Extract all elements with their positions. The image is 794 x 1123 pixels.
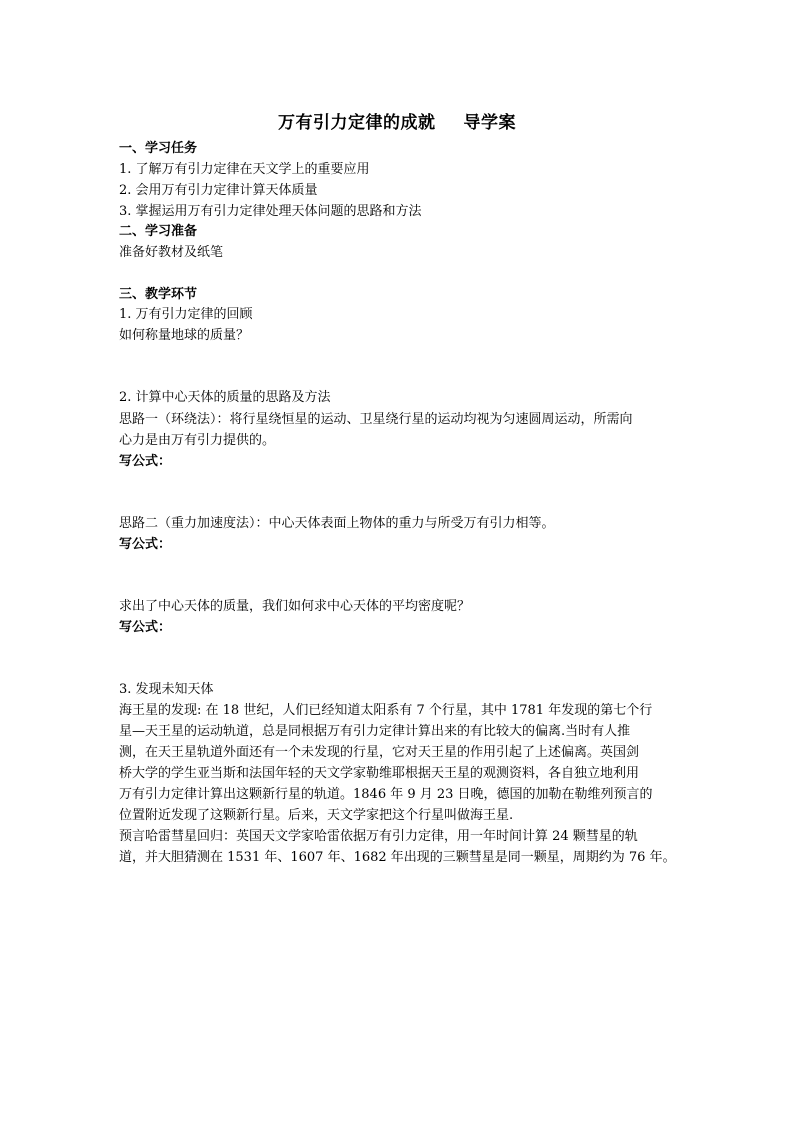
part1-title: 1. 万有引力定律的回顾: [119, 307, 253, 322]
idea1-line-1: 思路一（环绕法）：将行星绕恒星的运动、卫星绕行星的运动均视为匀速圆周运动，所需向: [119, 412, 633, 427]
write-formula-2: 写公式：: [119, 537, 172, 552]
document-title: [0, 108, 794, 133]
write-formula-1: 写公式：: [119, 454, 172, 469]
title-sub: 导学案: [463, 113, 516, 133]
section2-heading: 二、学习准备: [119, 224, 198, 239]
write-formula-3: 写公式：: [119, 620, 172, 635]
neptune-line-5: 万有引力定律计算出这颗新行星的轨道。1846 年 9 月 23 日晚，德国的加勒在勒维列预言的: [119, 787, 653, 802]
neptune-line-1: 海王星的发现: 在 18 世纪，人们已经知道太阳系有 7 个行星，其中 1781 年发现的第七个行: [119, 703, 653, 718]
part1-question: 如何称量地球的质量？: [119, 328, 250, 343]
preparation-text: 准备好教材及纸笔: [119, 245, 224, 260]
title-main: 万有引力定律的成就: [278, 113, 436, 133]
idea2-text: 思路二（重力加速度法）：中心天体表面上物体的重力与所受万有引力相等。: [119, 516, 555, 531]
task-item-3: 3. 掌握运用万有引力定律处理天体问题的思路和方法: [119, 204, 422, 219]
part3-title: 3. 发现未知天体: [119, 682, 214, 697]
density-question: 求出了中心天体的质量，我们如何求中心天体的平均密度呢？: [119, 599, 471, 614]
halley-line-1: 预言哈雷彗星回归：英国天文学家哈雷依据万有引力定律，用一年时间计算 24 颗彗星的轨: [119, 829, 638, 844]
section3-heading: 三、教学环节: [119, 287, 198, 302]
section1-heading: 一、学习任务: [119, 141, 198, 156]
idea1-line-2: 心力是由万有引力提供的。: [119, 433, 276, 448]
neptune-line-6: 位置附近发现了这颗新行星。后来，天文学家把这个行星叫做海王星.: [119, 808, 514, 823]
task-item-2: 2. 会用万有引力定律计算天体质量: [119, 183, 318, 198]
part2-title: 2. 计算中心天体的质量的思路及方法: [119, 390, 331, 405]
halley-line-2: 道，并大胆猜测在 1531 年、1607 年、1682 年出现的三颗彗星是同一颗星，周期约为 76 年。: [119, 850, 676, 865]
neptune-line-3: 测，在天王星轨道外面还有一个未发现的行星，它对天王星的作用引起了上述偏离。英国剑: [119, 745, 640, 760]
neptune-line-4: 桥大学的学生亚当斯和法国年轻的天文学家勒维耶根据天王星的观测资料，各自独立地利用: [119, 766, 640, 781]
task-item-1: 1. 了解万有引力定律在天文学上的重要应用: [119, 162, 370, 177]
neptune-line-2: 星—天王星的运动轨道，总是同根据万有引力定律计算出来的有比较大的偏离.当时有人推: [119, 724, 631, 739]
